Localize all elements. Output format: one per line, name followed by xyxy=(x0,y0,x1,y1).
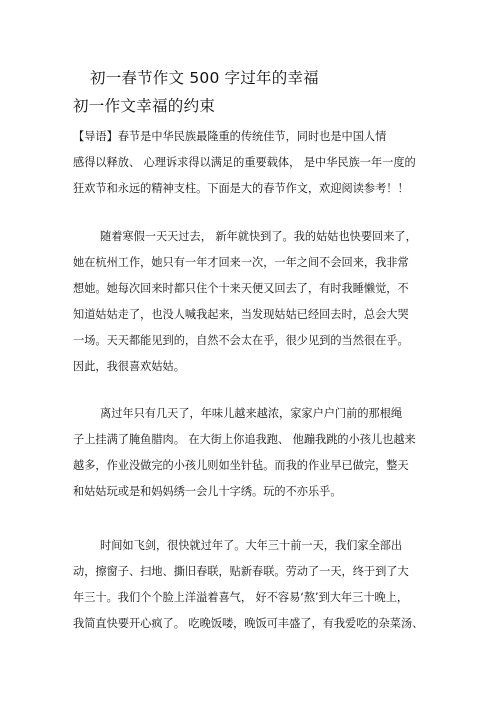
paragraph-line: 越多，作业没做完的小孩儿则如坐针毡。而我的作业早已做完，整天 xyxy=(73,459,409,472)
paragraph-line: 年三十。我们个个脸上洋溢着喜气， 好不容易‘熬’到大年三十晚上， xyxy=(73,591,409,604)
paragraph-line: 和姑姑玩或是和妈妈绣一会儿十字绣。玩的不亦乐乎。 xyxy=(73,485,342,498)
paragraph-line: 离过年只有几天了，年味儿越来越浓，家家户户门前的那根绳 xyxy=(100,407,403,420)
paragraph-line: 动，擦窗子、扫地、撕旧春联，贴新春联。劳动了一天，终于到了大 xyxy=(73,565,409,578)
paragraph-line: 我简直快要开心疯了。 吃晚饭喽，晚饭可丰盛了，有我爱吃的杂菜汤、 xyxy=(73,617,424,630)
paragraph-line: 子上挂满了腌鱼腊肉。 在大街上你追我跑、 他蹦我跳的小孩儿也越来 xyxy=(73,433,416,446)
body-paragraph-3 xyxy=(73,533,424,637)
paragraph-line: 时间如飞剑，很快就过年了。大年三十前一天，我们家全部出 xyxy=(100,539,403,552)
intro-line: 【导语】春节是中华民族最隆重的传统佳节，同时也是中国人情 xyxy=(73,130,387,143)
paragraph-line: 一场。天天都能见到的，自然不会太在乎，很少见到的当然很在乎。 xyxy=(73,334,409,347)
body-paragraph-1 xyxy=(73,224,417,380)
intro-paragraph xyxy=(73,124,416,202)
document-title: 初一春节作文 500 字过年的幸福 xyxy=(90,69,319,87)
paragraph-line: 想她。她每次回来时都只住个十来天便又回去了，有时我睡懒觉，不 xyxy=(73,282,409,295)
paragraph-line: 因此，我很喜欢姑姑。 xyxy=(73,360,185,373)
paragraph-line: 知道姑姑走了，也没人喊我起来，当发现姑姑已经回去时，总会大哭 xyxy=(73,308,409,321)
intro-line: 感得以释放、 心理诉求得以满足的重要载体， 是中华民族一年一度的 xyxy=(73,156,416,169)
intro-line: 狂欢节和永远的精神支柱。下面是大的春节作文，欢迎阅读参考！！ xyxy=(73,182,409,195)
paragraph-line: 她在杭州工作，她只有一年才回来一次，一年之间不会回来，我非常 xyxy=(73,256,409,269)
paragraph-line: 随着寒假一天天过去， 新年就快到了。我的姑姑也快要回来了， xyxy=(100,230,417,243)
document-subtitle: 初一作文幸福的约束 xyxy=(73,97,216,115)
body-paragraph-2 xyxy=(73,401,416,505)
